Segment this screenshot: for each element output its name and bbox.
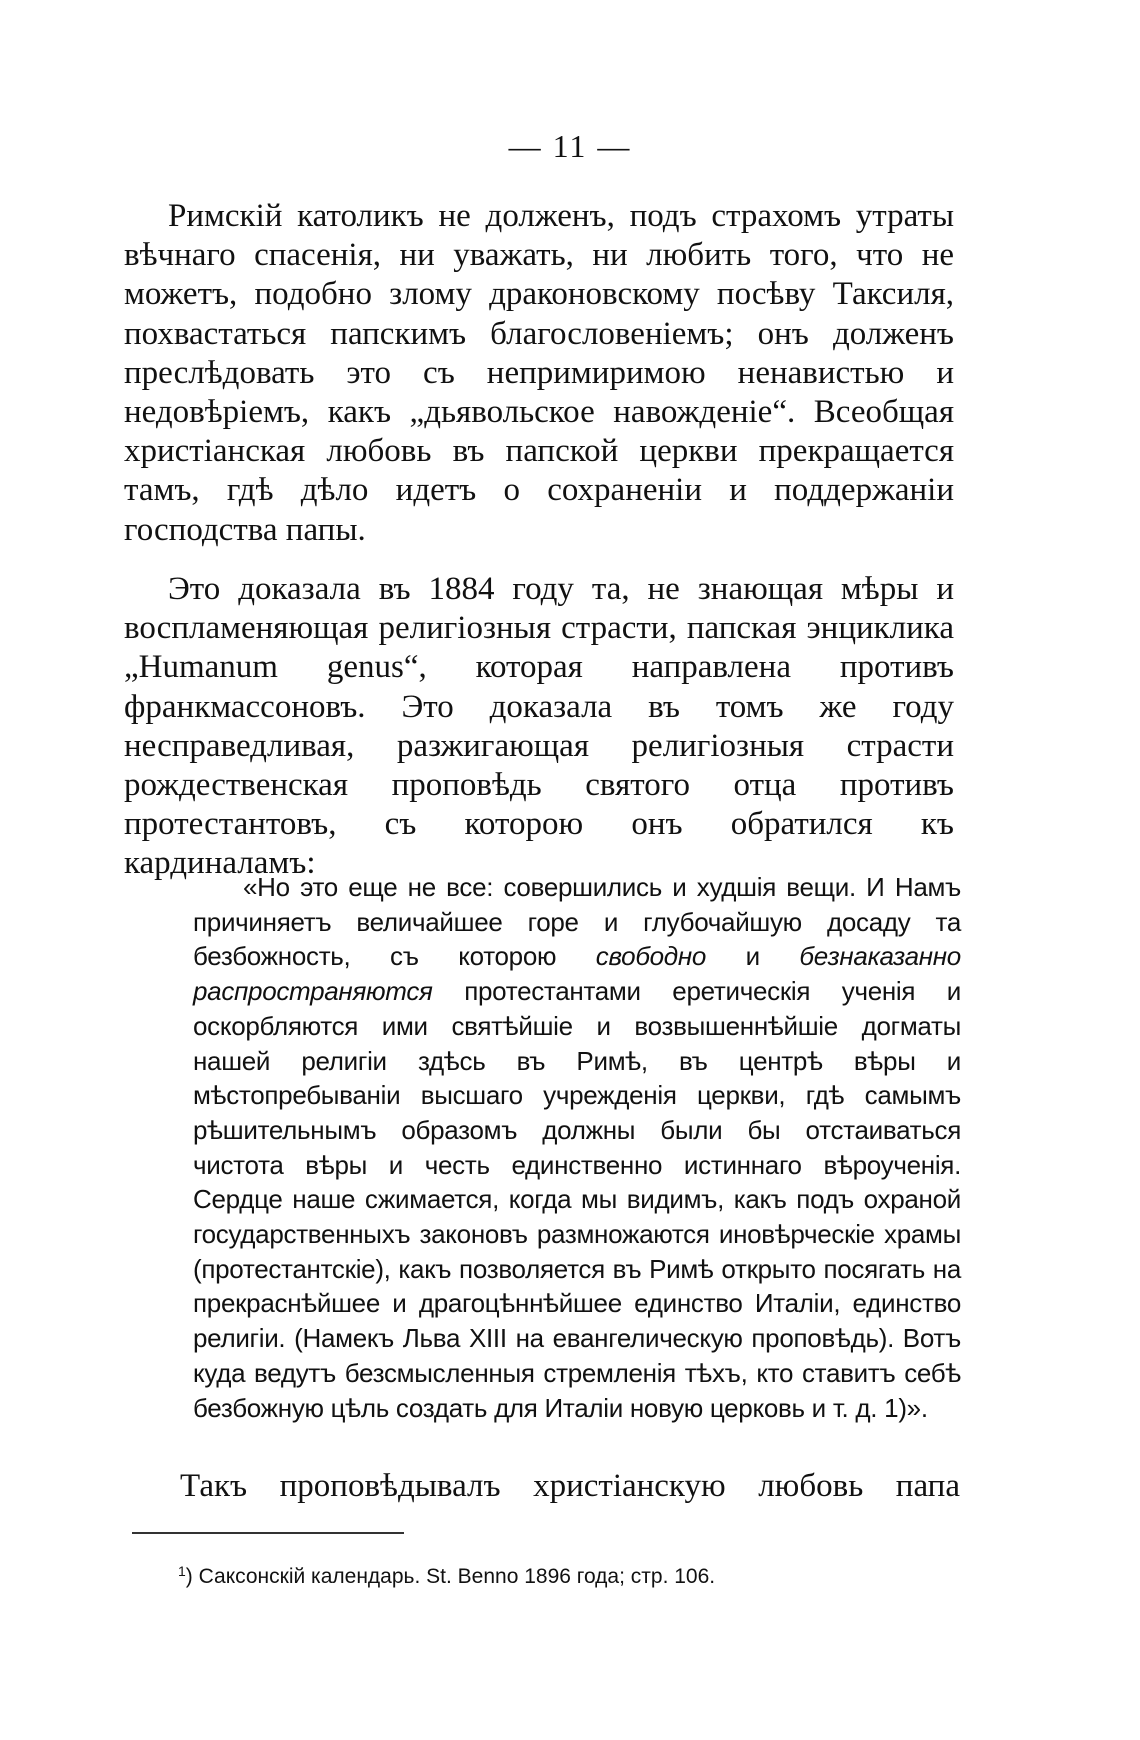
quote-text-3: протестантами еретическія ученія и оскорбляются ими святѣйшіе и возвышеннѣйшіе догматы нашей религіи здѣсь въ Римѣ, въ центрѣ вѣры и мѣстопребываніи высшаго учрежденія церкви, гдѣ самымъ рѣшительнымъ образомъ должны были бы отстаиваться чистота вѣры и честь единственно истиннаго вѣроученія. Сердце наше сжимается, когда мы видимъ, какъ подъ охраной государственныхъ законовъ размножаются иновѣрческіе храмы (протестантскіе), какъ позволяется въ Римѣ открыто посягать на прекраснѣйшее и драгоцѣннѣйшее единство Италіи, единство религіи. (Намекъ Льва XIII на евангелическую проповѣдь). Вотъ куда ведутъ безсмысленныя стремленія тѣхъ, кто ставитъ себѣ безбожную цѣль создать для Италіи новую церковь и т. д. [193, 976, 961, 1423]
footnote-text: ) Саксонскій календарь. St. Benno 1896 года; стр. 106. [185, 1565, 716, 1588]
quote-text-1: «Но это еще не все: совершились и худшія вещи. И Намъ причиняетъ величайшее горе и глубочайшую досаду та безбожность, съ которою [193, 872, 961, 972]
footnote [178, 1558, 878, 1590]
page-number: — 11 — [508, 128, 632, 164]
paragraph-2: Это доказала въ 1884 году та, не знающая мѣры и воспламеняющая религіозныя страсти, папская энциклика „Humanum genus“, которая направлена противъ франкмассоновъ. Это доказала въ томъ же году несправедливая, разжигающая религіозныя страсти рождественская проповѣдь святого отца противъ протестантовъ, съ которою онъ обратился къ кардиналамъ: [124, 571, 954, 882]
quote-text-2: и [745, 941, 760, 972]
footnote-divider [132, 1532, 404, 1534]
quote-italic-1: свободно [595, 941, 707, 972]
quote-end: )». [898, 1392, 928, 1423]
footnote-reference: 1 [884, 1392, 899, 1423]
quoted-speech [193, 870, 961, 1425]
quote-italic-2: безнаказанно распространяются [193, 941, 961, 1007]
paragraph-3: Такъ проповѣдывалъ христіанскую любовь папа [180, 1468, 960, 1504]
paragraph-1: Римскій католикъ не долженъ, подъ страхомъ утраты вѣчнаго спасенія, ни уважать, ни любить того, что не можетъ, подобно злому драконовскому посѣву Таксиля, похвастаться папскимъ благословеніемъ; онъ долженъ преслѣдовать это съ непримиримою ненавистью и недовѣріемъ, какъ „дьявольское навожденіе“. Всеобщая христіанская любовь въ папской церкви прекращается тамъ, гдѣ дѣло идетъ о сохраненіи и поддержаніи господства папы. [124, 198, 954, 548]
footnote-marker: 1 [178, 1563, 186, 1579]
